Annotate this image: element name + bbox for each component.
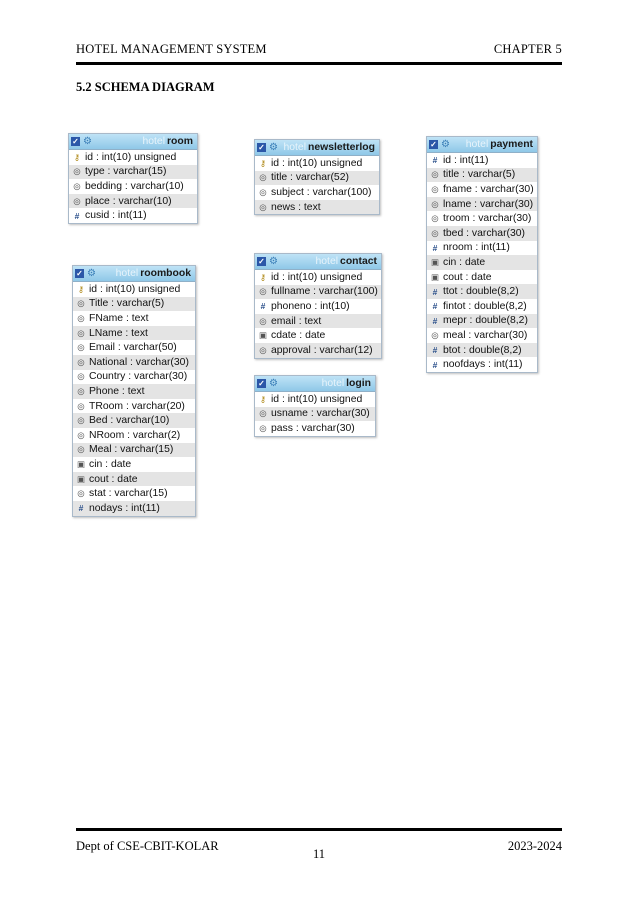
gear-icon[interactable]: ⚙ xyxy=(269,255,278,267)
text-field-icon: ◎ xyxy=(259,172,267,183)
field-label: pass : varchar(30) xyxy=(271,422,355,434)
field-label: cin : date xyxy=(89,458,132,470)
field-label: id : int(10) unsigned xyxy=(271,393,363,405)
field-row[interactable] xyxy=(427,314,537,329)
numeric-field-icon: # xyxy=(78,503,84,514)
field-row[interactable] xyxy=(255,285,381,300)
field-label: news : text xyxy=(271,201,321,213)
date-field-icon: ▣ xyxy=(430,256,440,267)
field-row[interactable] xyxy=(73,370,195,385)
field-row[interactable] xyxy=(73,457,195,472)
footer-year: 2023-2024 xyxy=(507,839,562,853)
text-field-icon: ◎ xyxy=(77,429,85,440)
field-row[interactable] xyxy=(73,413,195,428)
database-name: hotel xyxy=(142,136,166,147)
table-contact[interactable] xyxy=(254,253,382,359)
field-row[interactable] xyxy=(427,182,537,197)
table-name: contact xyxy=(340,256,377,267)
field-row[interactable] xyxy=(255,270,381,285)
field-label: cusid : int(11) xyxy=(85,210,147,222)
field-label: Bed : varchar(10) xyxy=(89,415,170,427)
section-title: 5.2 SCHEMA DIAGRAM xyxy=(76,80,215,94)
text-field-icon: ◎ xyxy=(431,329,439,340)
field-row[interactable] xyxy=(427,255,537,270)
field-label: FName : text xyxy=(89,312,149,324)
field-label: id : int(10) unsigned xyxy=(271,157,363,169)
collapse-checkbox-icon[interactable]: ✓ xyxy=(430,140,437,149)
field-row[interactable] xyxy=(255,392,375,407)
table-roombook[interactable] xyxy=(72,265,196,517)
text-field-icon: ◎ xyxy=(77,342,85,353)
gear-icon[interactable]: ⚙ xyxy=(87,267,96,279)
field-row[interactable] xyxy=(255,407,375,422)
field-label: fintot : double(8,2) xyxy=(443,300,527,312)
numeric-field-icon: # xyxy=(432,301,438,312)
date-field-icon: ▣ xyxy=(76,458,86,469)
text-field-icon: ◎ xyxy=(259,186,267,197)
field-label: usname : varchar(30) xyxy=(271,408,370,420)
field-label: title : varchar(52) xyxy=(271,172,349,184)
key-icon: ⚷ xyxy=(259,157,267,168)
database-name: hotel xyxy=(315,256,339,267)
field-label: approval : varchar(12) xyxy=(271,344,373,356)
text-field-icon: ◎ xyxy=(431,198,439,209)
numeric-field-icon: # xyxy=(432,359,438,370)
table-fields xyxy=(427,153,537,372)
database-name: hotel xyxy=(321,378,345,389)
field-row[interactable] xyxy=(73,428,195,443)
text-field-icon: ◎ xyxy=(431,227,439,238)
field-label: Country : varchar(30) xyxy=(89,371,188,383)
field-label: id : int(10) unsigned xyxy=(271,271,363,283)
field-row[interactable] xyxy=(73,501,195,516)
table-fields xyxy=(255,270,381,358)
collapse-checkbox-icon[interactable]: ✓ xyxy=(76,269,83,278)
field-row[interactable] xyxy=(427,299,537,314)
text-field-icon: ◎ xyxy=(77,312,85,323)
gear-icon[interactable]: ⚙ xyxy=(269,377,278,389)
field-label: TRoom : varchar(20) xyxy=(89,400,185,412)
text-field-icon: ◎ xyxy=(77,444,85,455)
text-field-icon: ◎ xyxy=(259,315,267,326)
text-field-icon: ◎ xyxy=(77,385,85,396)
field-label: National : varchar(30) xyxy=(89,356,189,368)
date-field-icon: ▣ xyxy=(258,330,268,341)
database-name: hotel xyxy=(465,139,489,150)
table-header[interactable] xyxy=(255,376,375,392)
date-field-icon: ▣ xyxy=(430,271,440,282)
collapse-checkbox-icon[interactable]: ✓ xyxy=(258,257,265,266)
field-label: noofdays : int(11) xyxy=(443,359,523,371)
page-number: 11 xyxy=(312,847,326,861)
text-field-icon: ◎ xyxy=(77,356,85,367)
field-row[interactable] xyxy=(255,328,381,343)
field-row[interactable] xyxy=(427,241,537,256)
field-row[interactable] xyxy=(73,282,195,297)
text-field-icon: ◎ xyxy=(73,195,81,206)
text-field-icon: ◎ xyxy=(259,408,267,419)
table-newsletterlog[interactable] xyxy=(254,139,380,215)
table-login[interactable] xyxy=(254,375,376,437)
text-field-icon: ◎ xyxy=(431,169,439,180)
table-name: roombook xyxy=(140,268,191,279)
field-row[interactable] xyxy=(73,443,195,458)
table-fields xyxy=(69,150,197,223)
field-row[interactable] xyxy=(427,226,537,241)
text-field-icon: ◎ xyxy=(259,201,267,212)
field-row[interactable] xyxy=(427,153,537,168)
field-label: id : int(10) unsigned xyxy=(85,151,177,163)
field-row[interactable] xyxy=(255,314,381,329)
field-label: btot : double(8,2) xyxy=(443,344,522,356)
field-label: subject : varchar(100) xyxy=(271,186,372,198)
field-label: tbed : varchar(30) xyxy=(443,227,526,239)
field-label: Title : varchar(5) xyxy=(89,298,165,310)
field-row[interactable] xyxy=(73,311,195,326)
field-row[interactable] xyxy=(69,194,197,209)
numeric-field-icon: # xyxy=(74,210,80,221)
collapse-checkbox-icon[interactable]: ✓ xyxy=(258,379,265,388)
field-row[interactable] xyxy=(73,486,195,501)
text-field-icon: ◎ xyxy=(77,400,85,411)
field-label: id : int(11) xyxy=(443,154,489,166)
numeric-field-icon: # xyxy=(432,286,438,297)
field-row[interactable] xyxy=(69,165,197,180)
field-label: cdate : date xyxy=(271,330,326,342)
database-name: hotel xyxy=(283,142,307,153)
text-field-icon: ◎ xyxy=(259,344,267,355)
field-label: id : int(10) unsigned xyxy=(89,283,181,295)
field-row[interactable] xyxy=(73,355,195,370)
field-label: type : varchar(15) xyxy=(85,166,167,178)
field-label: bedding : varchar(10) xyxy=(85,180,184,192)
text-field-icon: ◎ xyxy=(259,422,267,433)
field-label: Meal : varchar(15) xyxy=(89,444,174,456)
text-field-icon: ◎ xyxy=(77,415,85,426)
field-row[interactable] xyxy=(427,328,537,343)
gear-icon[interactable]: ⚙ xyxy=(83,135,92,147)
text-field-icon: ◎ xyxy=(77,488,85,499)
date-field-icon: ▣ xyxy=(76,473,86,484)
table-header[interactable] xyxy=(73,266,195,282)
key-icon: ⚷ xyxy=(259,271,267,282)
field-row[interactable] xyxy=(255,200,379,215)
field-row[interactable] xyxy=(427,284,537,299)
field-row[interactable] xyxy=(73,399,195,414)
field-label: stat : varchar(15) xyxy=(89,488,168,500)
footer-divider xyxy=(76,828,562,831)
table-header[interactable] xyxy=(427,137,537,153)
field-row[interactable] xyxy=(255,421,375,436)
table-fields xyxy=(255,156,379,214)
field-row[interactable] xyxy=(73,340,195,355)
field-label: meal : varchar(30) xyxy=(443,329,528,341)
field-row[interactable] xyxy=(73,326,195,341)
field-label: title : varchar(5) xyxy=(443,169,516,181)
text-field-icon: ◎ xyxy=(259,286,267,297)
numeric-field-icon: # xyxy=(432,242,438,253)
field-row[interactable] xyxy=(73,384,195,399)
text-field-icon: ◎ xyxy=(73,166,81,177)
collapse-checkbox-icon[interactable]: ✓ xyxy=(258,143,265,152)
table-name: newsletterlog xyxy=(308,142,375,153)
table-header[interactable] xyxy=(255,140,379,156)
header-divider xyxy=(76,62,562,65)
text-field-icon: ◎ xyxy=(77,327,85,338)
gear-icon[interactable]: ⚙ xyxy=(269,141,278,153)
field-label: nroom : int(11) xyxy=(443,242,510,254)
numeric-field-icon: # xyxy=(432,315,438,326)
numeric-field-icon: # xyxy=(432,155,438,166)
table-header[interactable] xyxy=(255,254,381,270)
text-field-icon: ◎ xyxy=(431,183,439,194)
field-row[interactable] xyxy=(255,185,379,200)
field-label: place : varchar(10) xyxy=(85,195,172,207)
table-fields xyxy=(73,282,195,516)
field-label: lname : varchar(30) xyxy=(443,198,534,210)
numeric-field-icon: # xyxy=(432,345,438,356)
gear-icon[interactable]: ⚙ xyxy=(441,138,450,150)
field-label: phoneno : int(10) xyxy=(271,300,350,312)
table-fields xyxy=(255,392,375,436)
key-icon: ⚷ xyxy=(259,393,267,404)
table-header[interactable] xyxy=(69,134,197,150)
field-row[interactable] xyxy=(427,197,537,212)
field-label: cout : date xyxy=(443,271,492,283)
table-name: login xyxy=(346,378,371,389)
text-field-icon: ◎ xyxy=(77,298,85,309)
field-label: email : text xyxy=(271,315,322,327)
key-icon: ⚷ xyxy=(77,283,85,294)
database-name: hotel xyxy=(115,268,139,279)
footer-dept: Dept of CSE-CBIT-KOLAR xyxy=(76,839,219,853)
field-label: fullname : varchar(100) xyxy=(271,286,378,298)
field-label: fname : varchar(30) xyxy=(443,183,534,195)
field-label: nodays : int(11) xyxy=(89,502,160,514)
field-label: Phone : text xyxy=(89,385,145,397)
field-label: ttot : double(8,2) xyxy=(443,286,519,298)
field-row[interactable] xyxy=(255,299,381,314)
field-label: cout : date xyxy=(89,473,138,485)
field-row[interactable] xyxy=(69,179,197,194)
field-label: Email : varchar(50) xyxy=(89,342,177,354)
field-row[interactable] xyxy=(73,297,195,312)
field-label: LName : text xyxy=(89,327,148,339)
text-field-icon: ◎ xyxy=(73,180,81,191)
field-label: mepr : double(8,2) xyxy=(443,315,528,327)
field-row[interactable] xyxy=(427,168,537,183)
table-payment[interactable] xyxy=(426,136,538,373)
numeric-field-icon: # xyxy=(260,301,266,312)
field-row[interactable] xyxy=(427,357,537,372)
header-title: HOTEL MANAGEMENT SYSTEM xyxy=(76,42,267,56)
key-icon: ⚷ xyxy=(73,151,81,162)
text-field-icon: ◎ xyxy=(431,213,439,224)
field-row[interactable] xyxy=(255,156,379,171)
field-row[interactable] xyxy=(427,343,537,358)
field-label: troom : varchar(30) xyxy=(443,213,532,225)
field-row[interactable] xyxy=(69,208,197,223)
field-row[interactable] xyxy=(427,270,537,285)
field-row[interactable] xyxy=(427,211,537,226)
table-name: room xyxy=(167,136,193,147)
field-row[interactable] xyxy=(73,472,195,487)
table-name: payment xyxy=(490,139,533,150)
field-row[interactable] xyxy=(255,171,379,186)
field-row[interactable] xyxy=(255,343,381,358)
collapse-checkbox-icon[interactable]: ✓ xyxy=(72,137,79,146)
header-chapter: CHAPTER 5 xyxy=(493,42,562,56)
field-label: cin : date xyxy=(443,256,486,268)
field-row[interactable] xyxy=(69,150,197,165)
field-label: NRoom : varchar(2) xyxy=(89,429,181,441)
table-room[interactable] xyxy=(68,133,198,224)
text-field-icon: ◎ xyxy=(77,371,85,382)
